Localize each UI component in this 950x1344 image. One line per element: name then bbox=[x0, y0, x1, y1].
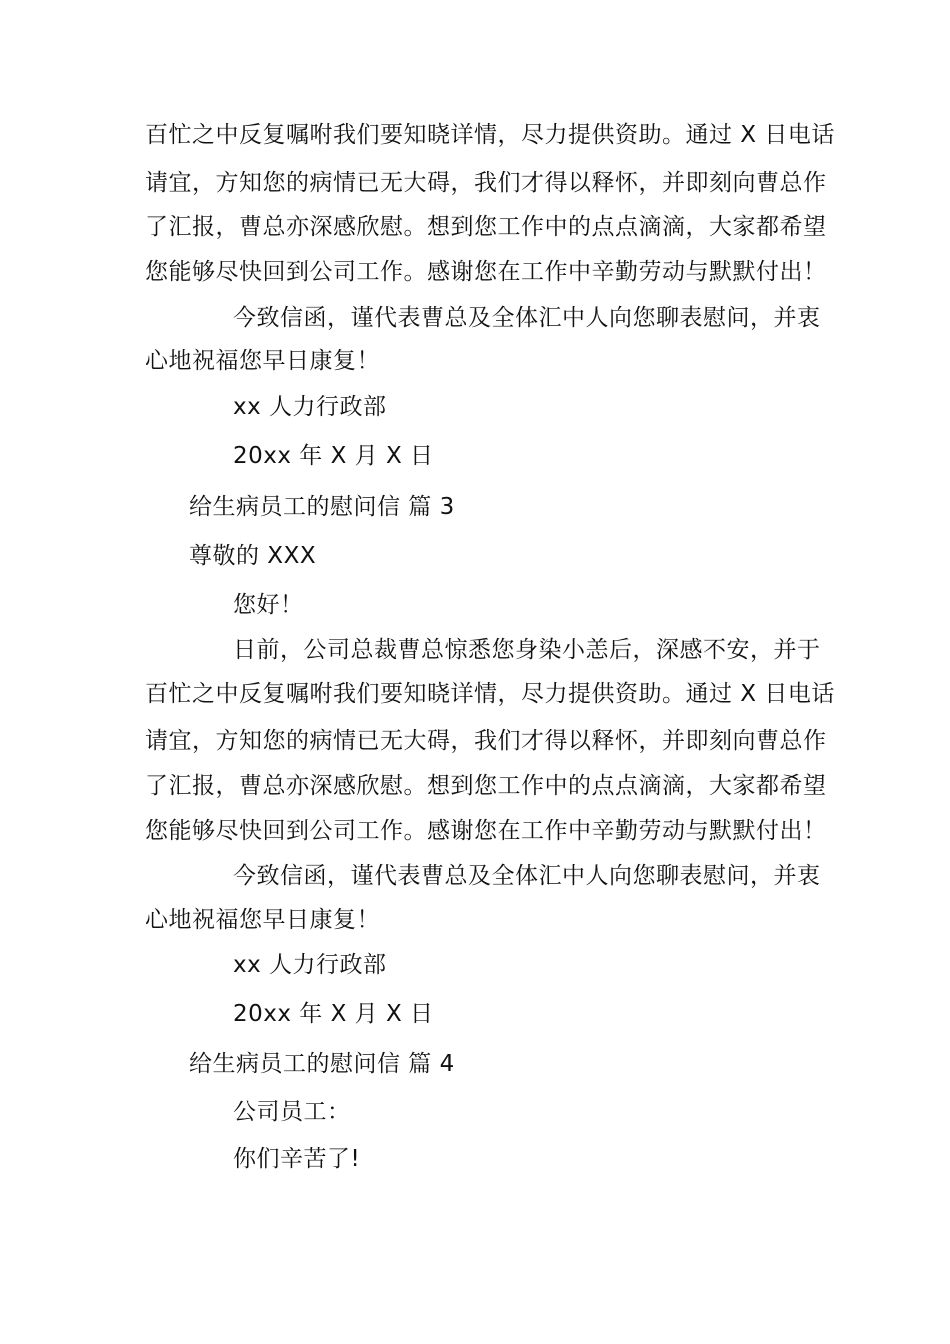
signature-department: xx 人力行政部 bbox=[233, 952, 387, 978]
section-heading: 给生病员工的慰问信 篇 4 bbox=[189, 1051, 455, 1077]
body-text-line: 您能够尽快回到公司工作。感谢您在工作中辛勤劳动与默默付出！ bbox=[145, 259, 827, 285]
body-text-line: 百忙之中反复嘱咐我们要知晓详情，尽力提供资助。通过 X 日电话 bbox=[145, 122, 835, 148]
salutation: 公司员工： bbox=[233, 1099, 351, 1125]
salutation: 尊敬的 XXX bbox=[189, 543, 317, 569]
signature-date: 20xx 年 X 月 X 日 bbox=[233, 443, 434, 469]
signature-department: xx 人力行政部 bbox=[233, 394, 387, 420]
body-text-line: 您能够尽快回到公司工作。感谢您在工作中辛勤劳动与默默付出！ bbox=[145, 818, 827, 844]
greeting: 您好！ bbox=[233, 592, 304, 618]
body-text-line: 今致信函，谨代表曹总及全体汇中人向您聊表慰问，并衷 bbox=[233, 305, 821, 331]
body-text-line: 了汇报，曹总亦深感欣慰。想到您工作中的点点滴滴，大家都希望 bbox=[145, 773, 827, 799]
body-text-line: 日前，公司总裁曹总惊悉您身染小恙后，深感不安，并于 bbox=[233, 637, 821, 663]
body-text-line: 心地祝福您早日康复！ bbox=[145, 907, 380, 933]
body-text-line: 今致信函，谨代表曹总及全体汇中人向您聊表慰问，并衷 bbox=[233, 863, 821, 889]
body-text-line: 心地祝福您早日康复！ bbox=[145, 348, 380, 374]
body-text-line: 请宜，方知您的病情已无大碍，我们才得以释怀，并即刻向曹总作 bbox=[145, 728, 827, 754]
body-text-line: 请宜，方知您的病情已无大碍，我们才得以释怀，并即刻向曹总作 bbox=[145, 170, 827, 196]
body-text-line: 了汇报，曹总亦深感欣慰。想到您工作中的点点滴滴，大家都希望 bbox=[145, 214, 827, 240]
greeting: 你们辛苦了! bbox=[233, 1146, 361, 1172]
body-text-line: 百忙之中反复嘱咐我们要知晓详情，尽力提供资助。通过 X 日电话 bbox=[145, 681, 835, 707]
signature-date: 20xx 年 X 月 X 日 bbox=[233, 1001, 434, 1027]
section-heading: 给生病员工的慰问信 篇 3 bbox=[189, 494, 455, 520]
